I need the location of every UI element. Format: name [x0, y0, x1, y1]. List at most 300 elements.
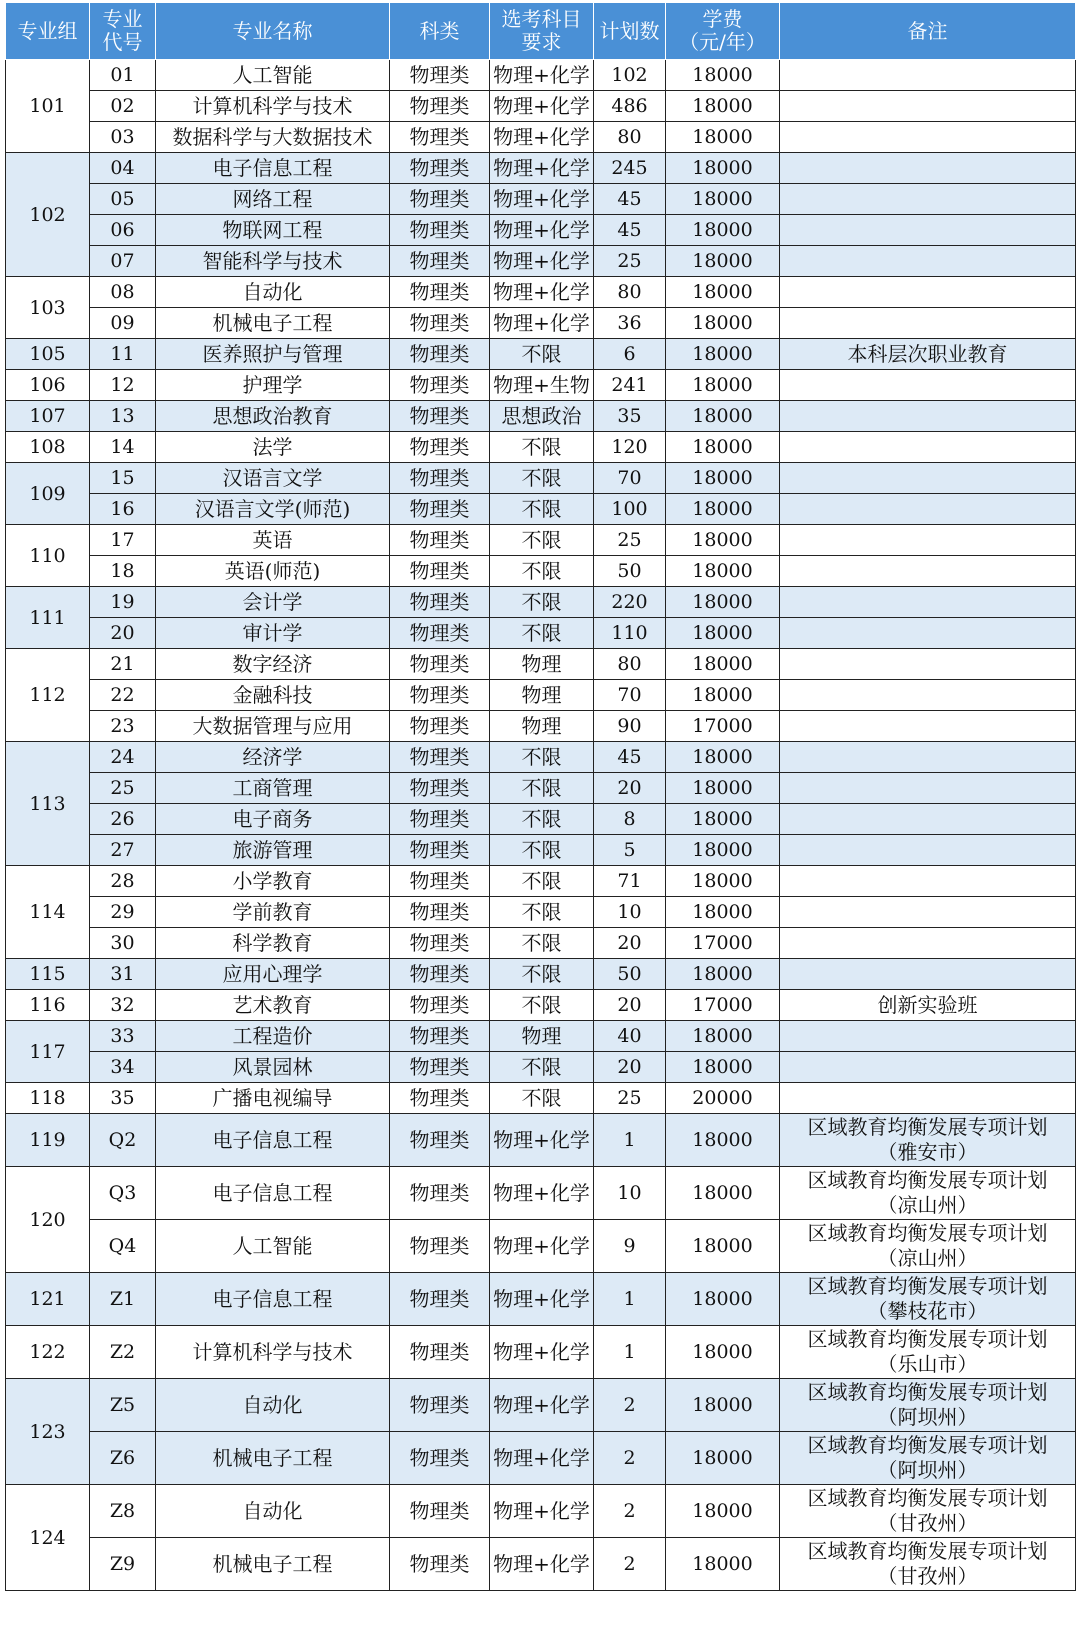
category-cell: 物理类: [390, 494, 490, 525]
group-id-cell: 109: [6, 463, 90, 525]
major-code-cell: 30: [90, 928, 156, 959]
tuition-fee-cell: 18000: [666, 1021, 780, 1052]
subject-requirement-cell: 物理+化学: [490, 122, 594, 153]
major-code-cell: 08: [90, 277, 156, 308]
tuition-fee-cell: 18000: [666, 1432, 780, 1485]
major-code-cell: 04: [90, 153, 156, 184]
plan-count-cell: 8: [594, 804, 666, 835]
major-name-cell: 旅游管理: [156, 835, 390, 866]
category-cell: 物理类: [390, 618, 490, 649]
note-cell: [780, 959, 1076, 990]
note-cell: [780, 1021, 1076, 1052]
table-row: [6, 742, 1076, 773]
plan-count-cell: 80: [594, 649, 666, 680]
note-cell: [780, 401, 1076, 432]
tuition-fee-cell: 18000: [666, 153, 780, 184]
major-name-cell: 自动化: [156, 1379, 390, 1432]
major-name-cell: 思想政治教育: [156, 401, 390, 432]
category-cell: 物理类: [390, 246, 490, 277]
major-code-cell: Z9: [90, 1538, 156, 1591]
table-row: [6, 773, 1076, 804]
plan-count-cell: 5: [594, 835, 666, 866]
major-name-cell: 英语: [156, 525, 390, 556]
header-major-name: 专业名称: [156, 3, 390, 60]
major-name-cell: 物联网工程: [156, 215, 390, 246]
table-row: [6, 990, 1076, 1021]
header-plan: 计划数: [594, 3, 666, 60]
group-id-cell: 107: [6, 401, 90, 432]
plan-count-cell: 20: [594, 928, 666, 959]
category-cell: 物理类: [390, 711, 490, 742]
category-cell: 物理类: [390, 742, 490, 773]
major-name-cell: 计算机科学与技术: [156, 91, 390, 122]
table-body: [6, 60, 1076, 1591]
tuition-fee-cell: 18000: [666, 463, 780, 494]
category-cell: 物理类: [390, 649, 490, 680]
major-name-cell: 自动化: [156, 1485, 390, 1538]
table-row: [6, 153, 1076, 184]
note-cell: 区域教育均衡发展专项计划 （乐山市）: [780, 1326, 1076, 1379]
note-cell: [780, 1052, 1076, 1083]
table-row: [6, 463, 1076, 494]
tuition-fee-cell: 18000: [666, 897, 780, 928]
tuition-fee-cell: 18000: [666, 215, 780, 246]
category-cell: 物理类: [390, 1114, 490, 1167]
major-name-cell: 工商管理: [156, 773, 390, 804]
table-row: [6, 835, 1076, 866]
major-name-cell: 应用心理学: [156, 959, 390, 990]
plan-count-cell: 25: [594, 246, 666, 277]
subject-requirement-cell: 不限: [490, 1052, 594, 1083]
subject-requirement-cell: 物理+化学: [490, 277, 594, 308]
group-id-cell: 111: [6, 587, 90, 649]
note-cell: [780, 680, 1076, 711]
plan-count-cell: 50: [594, 556, 666, 587]
note-cell: 区域教育均衡发展专项计划 （凉山州）: [780, 1220, 1076, 1273]
note-cell: [780, 928, 1076, 959]
category-cell: 物理类: [390, 587, 490, 618]
note-cell: [780, 370, 1076, 401]
group-id-cell: 118: [6, 1083, 90, 1114]
table-row: [6, 618, 1076, 649]
tuition-fee-cell: 17000: [666, 711, 780, 742]
major-name-cell: 法学: [156, 432, 390, 463]
plan-count-cell: 45: [594, 215, 666, 246]
table-row: [6, 1326, 1076, 1379]
table-row: [6, 1538, 1076, 1591]
table-row: [6, 60, 1076, 91]
plan-count-cell: 220: [594, 587, 666, 618]
category-cell: 物理类: [390, 1538, 490, 1591]
major-name-cell: 金融科技: [156, 680, 390, 711]
table-row: [6, 866, 1076, 897]
major-code-cell: 20: [90, 618, 156, 649]
major-name-cell: 数据科学与大数据技术: [156, 122, 390, 153]
plan-count-cell: 45: [594, 742, 666, 773]
table-row: [6, 246, 1076, 277]
note-cell: [780, 525, 1076, 556]
subject-requirement-cell: 不限: [490, 959, 594, 990]
category-cell: 物理类: [390, 1326, 490, 1379]
table-row: [6, 1083, 1076, 1114]
header-code: 专业 代号: [90, 3, 156, 60]
major-code-cell: Z5: [90, 1379, 156, 1432]
table-row: [6, 308, 1076, 339]
category-cell: 物理类: [390, 959, 490, 990]
category-cell: 物理类: [390, 525, 490, 556]
note-cell: [780, 277, 1076, 308]
major-code-cell: 33: [90, 1021, 156, 1052]
plan-count-cell: 1: [594, 1326, 666, 1379]
major-name-cell: 护理学: [156, 370, 390, 401]
tuition-fee-cell: 20000: [666, 1083, 780, 1114]
category-cell: 物理类: [390, 370, 490, 401]
note-cell: [780, 866, 1076, 897]
note-cell: [780, 494, 1076, 525]
category-cell: 物理类: [390, 277, 490, 308]
tuition-fee-cell: 18000: [666, 680, 780, 711]
major-code-cell: 26: [90, 804, 156, 835]
major-code-cell: 09: [90, 308, 156, 339]
major-code-cell: 03: [90, 122, 156, 153]
major-name-cell: 科学教育: [156, 928, 390, 959]
major-name-cell: 人工智能: [156, 1220, 390, 1273]
note-cell: [780, 711, 1076, 742]
table-row: [6, 928, 1076, 959]
note-cell: [780, 835, 1076, 866]
plan-count-cell: 25: [594, 525, 666, 556]
plan-count-cell: 241: [594, 370, 666, 401]
tuition-fee-cell: 18000: [666, 835, 780, 866]
group-id-cell: 108: [6, 432, 90, 463]
plan-count-cell: 36: [594, 308, 666, 339]
category-cell: 物理类: [390, 928, 490, 959]
note-cell: [780, 215, 1076, 246]
category-cell: 物理类: [390, 556, 490, 587]
major-code-cell: Q4: [90, 1220, 156, 1273]
major-name-cell: 会计学: [156, 587, 390, 618]
header-fee: 学费 （元/年）: [666, 3, 780, 60]
major-name-cell: 电子信息工程: [156, 1273, 390, 1326]
major-name-cell: 电子信息工程: [156, 153, 390, 184]
group-id-cell: 121: [6, 1273, 90, 1326]
major-code-cell: 18: [90, 556, 156, 587]
tuition-fee-cell: 18000: [666, 866, 780, 897]
tuition-fee-cell: 18000: [666, 1379, 780, 1432]
group-id-cell: 112: [6, 649, 90, 742]
major-code-cell: 15: [90, 463, 156, 494]
category-cell: 物理类: [390, 91, 490, 122]
plan-count-cell: 45: [594, 184, 666, 215]
plan-count-cell: 486: [594, 91, 666, 122]
note-cell: [780, 153, 1076, 184]
table-row: [6, 91, 1076, 122]
tuition-fee-cell: 18000: [666, 60, 780, 91]
tuition-fee-cell: 18000: [666, 1485, 780, 1538]
subject-requirement-cell: 不限: [490, 463, 594, 494]
tuition-fee-cell: 18000: [666, 525, 780, 556]
plan-count-cell: 90: [594, 711, 666, 742]
plan-count-cell: 70: [594, 680, 666, 711]
table-row: [6, 1167, 1076, 1220]
subject-requirement-cell: 物理+化学: [490, 91, 594, 122]
subject-requirement-cell: 不限: [490, 773, 594, 804]
group-id-cell: 105: [6, 339, 90, 370]
subject-requirement-cell: 物理+生物: [490, 370, 594, 401]
major-code-cell: 01: [90, 60, 156, 91]
category-cell: 物理类: [390, 1485, 490, 1538]
table-row: [6, 680, 1076, 711]
subject-requirement-cell: 不限: [490, 587, 594, 618]
subject-requirement-cell: 物理+化学: [490, 184, 594, 215]
plan-count-cell: 50: [594, 959, 666, 990]
subject-requirement-cell: 不限: [490, 618, 594, 649]
group-id-cell: 117: [6, 1021, 90, 1083]
major-code-cell: 07: [90, 246, 156, 277]
category-cell: 物理类: [390, 1021, 490, 1052]
subject-requirement-cell: 物理+化学: [490, 1167, 594, 1220]
table-row: [6, 277, 1076, 308]
note-cell: [780, 742, 1076, 773]
header-subjects: 选考科目 要求: [490, 3, 594, 60]
major-name-cell: 数字经济: [156, 649, 390, 680]
category-cell: 物理类: [390, 215, 490, 246]
plan-count-cell: 10: [594, 1167, 666, 1220]
tuition-fee-cell: 18000: [666, 91, 780, 122]
major-code-cell: 17: [90, 525, 156, 556]
group-id-cell: 119: [6, 1114, 90, 1167]
note-cell: [780, 1083, 1076, 1114]
major-code-cell: Q3: [90, 1167, 156, 1220]
category-cell: 物理类: [390, 1220, 490, 1273]
plan-count-cell: 40: [594, 1021, 666, 1052]
group-id-cell: 123: [6, 1379, 90, 1485]
major-code-cell: 31: [90, 959, 156, 990]
table-row: [6, 959, 1076, 990]
subject-requirement-cell: 不限: [490, 866, 594, 897]
subject-requirement-cell: 不限: [490, 742, 594, 773]
major-code-cell: Z8: [90, 1485, 156, 1538]
major-code-cell: 24: [90, 742, 156, 773]
category-cell: 物理类: [390, 866, 490, 897]
subject-requirement-cell: 不限: [490, 525, 594, 556]
category-cell: 物理类: [390, 432, 490, 463]
subject-requirement-cell: 物理+化学: [490, 60, 594, 91]
tuition-fee-cell: 18000: [666, 184, 780, 215]
subject-requirement-cell: 物理+化学: [490, 1114, 594, 1167]
subject-requirement-cell: 物理+化学: [490, 1538, 594, 1591]
major-name-cell: 英语(师范): [156, 556, 390, 587]
table-row: [6, 432, 1076, 463]
tuition-fee-cell: 18000: [666, 1052, 780, 1083]
major-code-cell: 05: [90, 184, 156, 215]
major-code-cell: 19: [90, 587, 156, 618]
major-code-cell: 11: [90, 339, 156, 370]
note-cell: [780, 60, 1076, 91]
tuition-fee-cell: 18000: [666, 494, 780, 525]
plan-count-cell: 102: [594, 60, 666, 91]
plan-count-cell: 2: [594, 1432, 666, 1485]
major-name-cell: 学前教育: [156, 897, 390, 928]
group-id-cell: 122: [6, 1326, 90, 1379]
major-code-cell: 14: [90, 432, 156, 463]
table-row: [6, 401, 1076, 432]
subject-requirement-cell: 不限: [490, 339, 594, 370]
subject-requirement-cell: 物理: [490, 680, 594, 711]
major-code-cell: Q2: [90, 1114, 156, 1167]
table-row: [6, 711, 1076, 742]
major-name-cell: 电子信息工程: [156, 1114, 390, 1167]
subject-requirement-cell: 物理+化学: [490, 215, 594, 246]
note-cell: [780, 308, 1076, 339]
note-cell: [780, 618, 1076, 649]
category-cell: 物理类: [390, 308, 490, 339]
note-cell: [780, 804, 1076, 835]
plan-count-cell: 2: [594, 1379, 666, 1432]
major-code-cell: 35: [90, 1083, 156, 1114]
table-row: [6, 1052, 1076, 1083]
plan-count-cell: 6: [594, 339, 666, 370]
subject-requirement-cell: 物理+化学: [490, 1220, 594, 1273]
category-cell: 物理类: [390, 1167, 490, 1220]
tuition-fee-cell: 18000: [666, 246, 780, 277]
note-cell: [780, 587, 1076, 618]
category-cell: 物理类: [390, 804, 490, 835]
enrollment-plan-table: [5, 2, 1076, 1591]
table-header-row: [6, 3, 1076, 60]
subject-requirement-cell: 物理+化学: [490, 246, 594, 277]
plan-count-cell: 1: [594, 1114, 666, 1167]
major-name-cell: 医养照护与管理: [156, 339, 390, 370]
subject-requirement-cell: 物理+化学: [490, 308, 594, 339]
group-id-cell: 114: [6, 866, 90, 959]
table-row: [6, 1220, 1076, 1273]
major-name-cell: 计算机科学与技术: [156, 1326, 390, 1379]
subject-requirement-cell: 思想政治: [490, 401, 594, 432]
major-code-cell: 25: [90, 773, 156, 804]
plan-count-cell: 9: [594, 1220, 666, 1273]
tuition-fee-cell: 18000: [666, 742, 780, 773]
subject-requirement-cell: 物理: [490, 1021, 594, 1052]
category-cell: 物理类: [390, 835, 490, 866]
tuition-fee-cell: 18000: [666, 556, 780, 587]
major-name-cell: 智能科学与技术: [156, 246, 390, 277]
major-code-cell: 12: [90, 370, 156, 401]
major-code-cell: Z2: [90, 1326, 156, 1379]
plan-count-cell: 25: [594, 1083, 666, 1114]
header-note: 备注: [780, 3, 1076, 60]
subject-requirement-cell: 不限: [490, 804, 594, 835]
note-cell: 区域教育均衡发展专项计划 （阿坝州）: [780, 1432, 1076, 1485]
plan-count-cell: 20: [594, 990, 666, 1021]
major-code-cell: 21: [90, 649, 156, 680]
category-cell: 物理类: [390, 60, 490, 91]
category-cell: 物理类: [390, 184, 490, 215]
note-cell: [780, 897, 1076, 928]
table-row: [6, 494, 1076, 525]
tuition-fee-cell: 18000: [666, 1220, 780, 1273]
plan-count-cell: 2: [594, 1538, 666, 1591]
plan-count-cell: 70: [594, 463, 666, 494]
note-cell: 区域教育均衡发展专项计划 （甘孜州）: [780, 1538, 1076, 1591]
major-code-cell: Z1: [90, 1273, 156, 1326]
header-category: 科类: [390, 3, 490, 60]
tuition-fee-cell: 18000: [666, 277, 780, 308]
table-row: [6, 184, 1076, 215]
plan-count-cell: 80: [594, 122, 666, 153]
subject-requirement-cell: 物理+化学: [490, 1432, 594, 1485]
table-row: [6, 587, 1076, 618]
table-row: [6, 1379, 1076, 1432]
note-cell: 本科层次职业教育: [780, 339, 1076, 370]
group-id-cell: 115: [6, 959, 90, 990]
tuition-fee-cell: 18000: [666, 773, 780, 804]
tuition-fee-cell: 18000: [666, 959, 780, 990]
major-code-cell: 23: [90, 711, 156, 742]
tuition-fee-cell: 17000: [666, 928, 780, 959]
tuition-fee-cell: 18000: [666, 1538, 780, 1591]
plan-count-cell: 110: [594, 618, 666, 649]
subject-requirement-cell: 不限: [490, 990, 594, 1021]
group-id-cell: 101: [6, 60, 90, 153]
major-name-cell: 自动化: [156, 277, 390, 308]
group-id-cell: 110: [6, 525, 90, 587]
table-row: [6, 1273, 1076, 1326]
major-name-cell: 汉语言文学(师范): [156, 494, 390, 525]
tuition-fee-cell: 18000: [666, 432, 780, 463]
major-name-cell: 机械电子工程: [156, 308, 390, 339]
subject-requirement-cell: 物理: [490, 711, 594, 742]
note-cell: 区域教育均衡发展专项计划 （雅安市）: [780, 1114, 1076, 1167]
category-cell: 物理类: [390, 1083, 490, 1114]
note-cell: [780, 246, 1076, 277]
major-name-cell: 电子商务: [156, 804, 390, 835]
note-cell: [780, 773, 1076, 804]
plan-count-cell: 35: [594, 401, 666, 432]
major-code-cell: Z6: [90, 1432, 156, 1485]
major-name-cell: 审计学: [156, 618, 390, 649]
note-cell: 区域教育均衡发展专项计划 （凉山州）: [780, 1167, 1076, 1220]
note-cell: [780, 184, 1076, 215]
major-code-cell: 34: [90, 1052, 156, 1083]
group-id-cell: 124: [6, 1485, 90, 1591]
subject-requirement-cell: 不限: [490, 1083, 594, 1114]
major-name-cell: 汉语言文学: [156, 463, 390, 494]
table-row: [6, 339, 1076, 370]
tuition-fee-cell: 18000: [666, 401, 780, 432]
category-cell: 物理类: [390, 122, 490, 153]
note-cell: 区域教育均衡发展专项计划 （阿坝州）: [780, 1379, 1076, 1432]
table-row: [6, 1485, 1076, 1538]
major-name-cell: 机械电子工程: [156, 1432, 390, 1485]
major-name-cell: 广播电视编导: [156, 1083, 390, 1114]
table-row: [6, 122, 1076, 153]
major-code-cell: 32: [90, 990, 156, 1021]
subject-requirement-cell: 不限: [490, 835, 594, 866]
plan-count-cell: 10: [594, 897, 666, 928]
table-row: [6, 215, 1076, 246]
major-name-cell: 工程造价: [156, 1021, 390, 1052]
major-code-cell: 16: [90, 494, 156, 525]
category-cell: 物理类: [390, 1432, 490, 1485]
category-cell: 物理类: [390, 1273, 490, 1326]
major-code-cell: 28: [90, 866, 156, 897]
plan-count-cell: 71: [594, 866, 666, 897]
plan-count-cell: 80: [594, 277, 666, 308]
note-cell: [780, 556, 1076, 587]
enrollment-plan-document: [5, 2, 1075, 1591]
tuition-fee-cell: 18000: [666, 370, 780, 401]
